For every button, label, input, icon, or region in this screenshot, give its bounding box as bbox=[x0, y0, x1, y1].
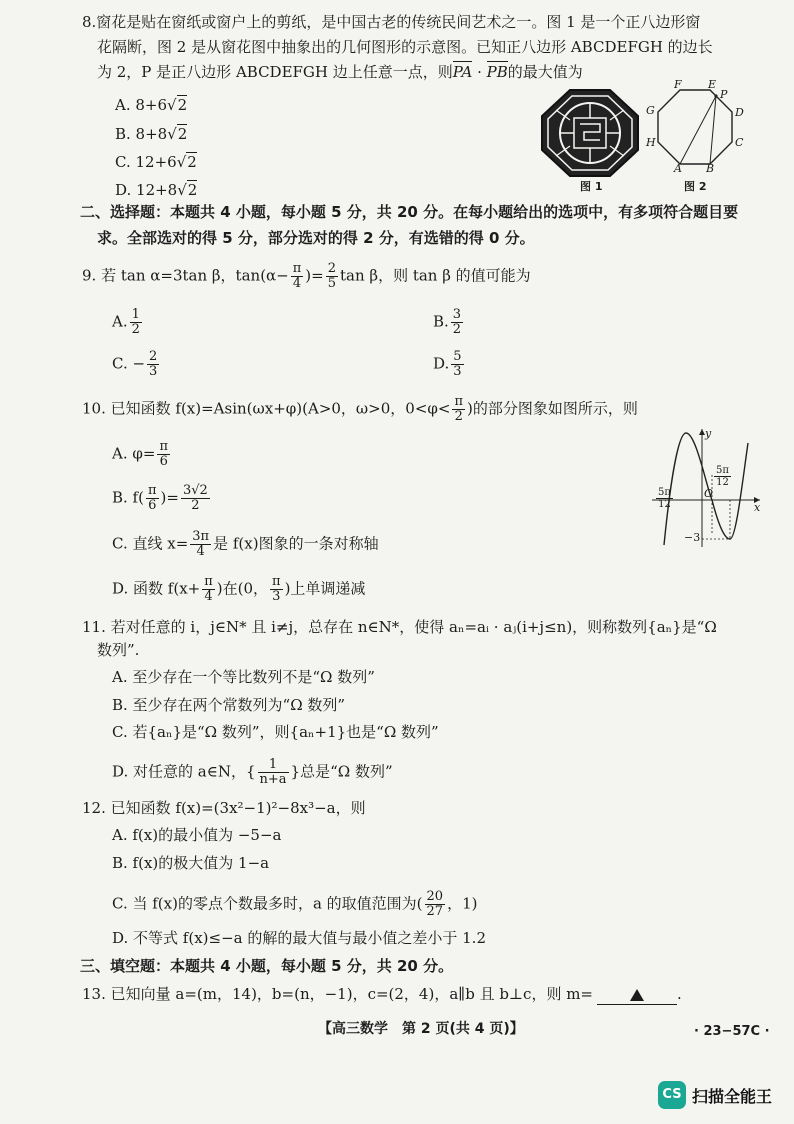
exam-code: · 23−57C · bbox=[694, 1024, 770, 1039]
q11-option-c: C. 若{aₙ}是“Ω 数列”，则{aₙ+1}也是“Ω 数列” bbox=[112, 723, 439, 741]
origin-label: O bbox=[704, 487, 714, 500]
q9-option-a: A. $\frac{1}{2}$ bbox=[112, 307, 140, 337]
q12-option-c: C. 当 f(x)的零点个数最多时，a 的取值范围为( $\frac{20}{27}$ ，1) bbox=[112, 889, 478, 919]
q10-option-c: C. 直线 x= $\frac{3\pi}{4}$ 是 f(x)图象的一条对称轴 bbox=[112, 529, 379, 559]
q10-stem: 10. 已知函数 f(x)=Asin(ωx+φ)(A>0，ω>0，0<φ< $\frac{\pi}{2}$ )的部分图象如图所示，则 bbox=[82, 394, 638, 424]
right-tick-label: $\frac{5\pi}{12}$ bbox=[716, 465, 729, 488]
q9-option-d: D. $\frac{5}{3}$ bbox=[433, 349, 462, 379]
q12-option-b: B. f(x)的极大值为 1−a bbox=[112, 854, 270, 872]
q12-option-d: D. 不等式 f(x)≤−a 的解的最大值与最小值之差小于 1.2 bbox=[112, 929, 486, 947]
vertex-label-f: F bbox=[674, 78, 682, 91]
octagon-labels bbox=[642, 80, 742, 176]
q11-option-d: D. 对任意的 a∈N，{ $\frac{1}{n+a}$ }总是“Ω 数列” bbox=[112, 757, 393, 787]
q8-option-c: C. 12+6√2 bbox=[115, 153, 197, 171]
q13-stem: 13. 已知向量 a=(m，14)，b=(n，−1)，c=(2，4)，a∥b 且 b⊥c，则 m= . bbox=[82, 985, 682, 1003]
camscanner-name: 扫描全能王 bbox=[692, 1087, 773, 1106]
sine-graph-labels bbox=[650, 425, 762, 550]
q10-option-d: D. 函数 f(x+ $\frac{\pi}{4}$ )在(0， $\frac{\pi}{3}$ )上单调递减 bbox=[112, 574, 366, 604]
min-value-label: −3 bbox=[684, 531, 701, 544]
q8-option-a: A. 8+6√2 bbox=[115, 96, 188, 114]
q10-option-a: A. φ= $\frac{\pi}{6}$ bbox=[112, 439, 168, 469]
y-axis-label: y bbox=[705, 427, 712, 440]
point-label-p: P bbox=[720, 88, 728, 101]
section2-heading-line1: 二、选择题：本题共 4 小题，每小题 5 分，共 20 分。在每小题给出的选项中，有多项符合题目要 bbox=[80, 203, 739, 221]
figure2-caption: 图 2 bbox=[684, 180, 707, 193]
window-lattice-figure bbox=[540, 88, 640, 178]
q11-stem-line2: 数列”. bbox=[97, 641, 140, 659]
q9-option-c: C. − $\frac{2}{3}$ bbox=[112, 349, 158, 379]
q10-option-b: B. f( $\frac{\pi}{6}$ )= $\frac{3√2}{2}$ bbox=[112, 483, 208, 513]
q8-line2: 花隔断，图 2 是从窗花图中抽象出的几何图形的示意图。已知正八边形 ABCDEFGH 的边长 bbox=[97, 38, 713, 56]
q12-stem: 12. 已知函数 f(x)=(3x²−1)²−8x³−a，则 bbox=[82, 799, 366, 817]
section2-heading-line2: 求。全部选对的得 5 分，部分选对的得 2 分，有选错的得 0 分。 bbox=[97, 229, 535, 247]
q9-stem: 9. 若 tan α=3tan β，tan(α− $\frac{\pi}{4}$ )= $\frac{2}{5}$ tan β，则 tan β 的值可能为 bbox=[82, 261, 531, 291]
vertex-label-e: E bbox=[708, 78, 717, 91]
section3-heading: 三、填空题：本题共 4 小题，每小题 5 分，共 20 分。 bbox=[80, 957, 454, 975]
q8-line1: 8.窗花是贴在窗纸或窗户上的剪纸，是中国古老的传统民间艺术之一。图 1 是一个正八边形窗 bbox=[82, 13, 701, 31]
vertex-label-d: D bbox=[735, 106, 744, 119]
left-tick-label: $\frac{5\pi}{12}$ bbox=[658, 487, 671, 510]
vertex-label-h: H bbox=[646, 136, 656, 149]
vertex-label-b: B bbox=[706, 162, 715, 175]
vertex-label-c: C bbox=[735, 136, 744, 149]
vertex-label-g: G bbox=[646, 104, 655, 117]
x-axis-label: x bbox=[754, 501, 761, 514]
answer-triangle-icon bbox=[630, 989, 644, 1001]
vertex-label-a: A bbox=[674, 162, 682, 175]
q8-option-b: B. 8+8√2 bbox=[115, 125, 188, 143]
q11-stem-line1: 11. 若对任意的 i，j∈N* 且 i≠j，总存在 n∈N*，使得 aₙ=aᵢ · aⱼ(i+j≤n)，则称数列{aₙ}是“Ω bbox=[82, 618, 717, 636]
q13-answer-blank[interactable] bbox=[597, 984, 677, 1005]
q8-option-d: D. 12+8√2 bbox=[115, 181, 198, 199]
q11-option-a: A. 至少存在一个等比数列不是“Ω 数列” bbox=[112, 668, 375, 686]
figure1-caption: 图 1 bbox=[580, 180, 603, 193]
q8-line3: 为 2，P 是正八边形 ABCDEFGH 边上任意一点，则PA · PB的最大值为 bbox=[97, 63, 583, 81]
page-footer: 【高三数学 第 2 页(共 4 页)】 bbox=[318, 1021, 524, 1037]
q12-option-a: A. f(x)的最小值为 −5−a bbox=[112, 826, 282, 844]
q9-option-b: B. $\frac{3}{2}$ bbox=[433, 307, 462, 337]
q11-option-b: B. 至少存在两个常数列为“Ω 数列” bbox=[112, 696, 346, 714]
camscanner-logo-icon: CS bbox=[658, 1081, 686, 1109]
